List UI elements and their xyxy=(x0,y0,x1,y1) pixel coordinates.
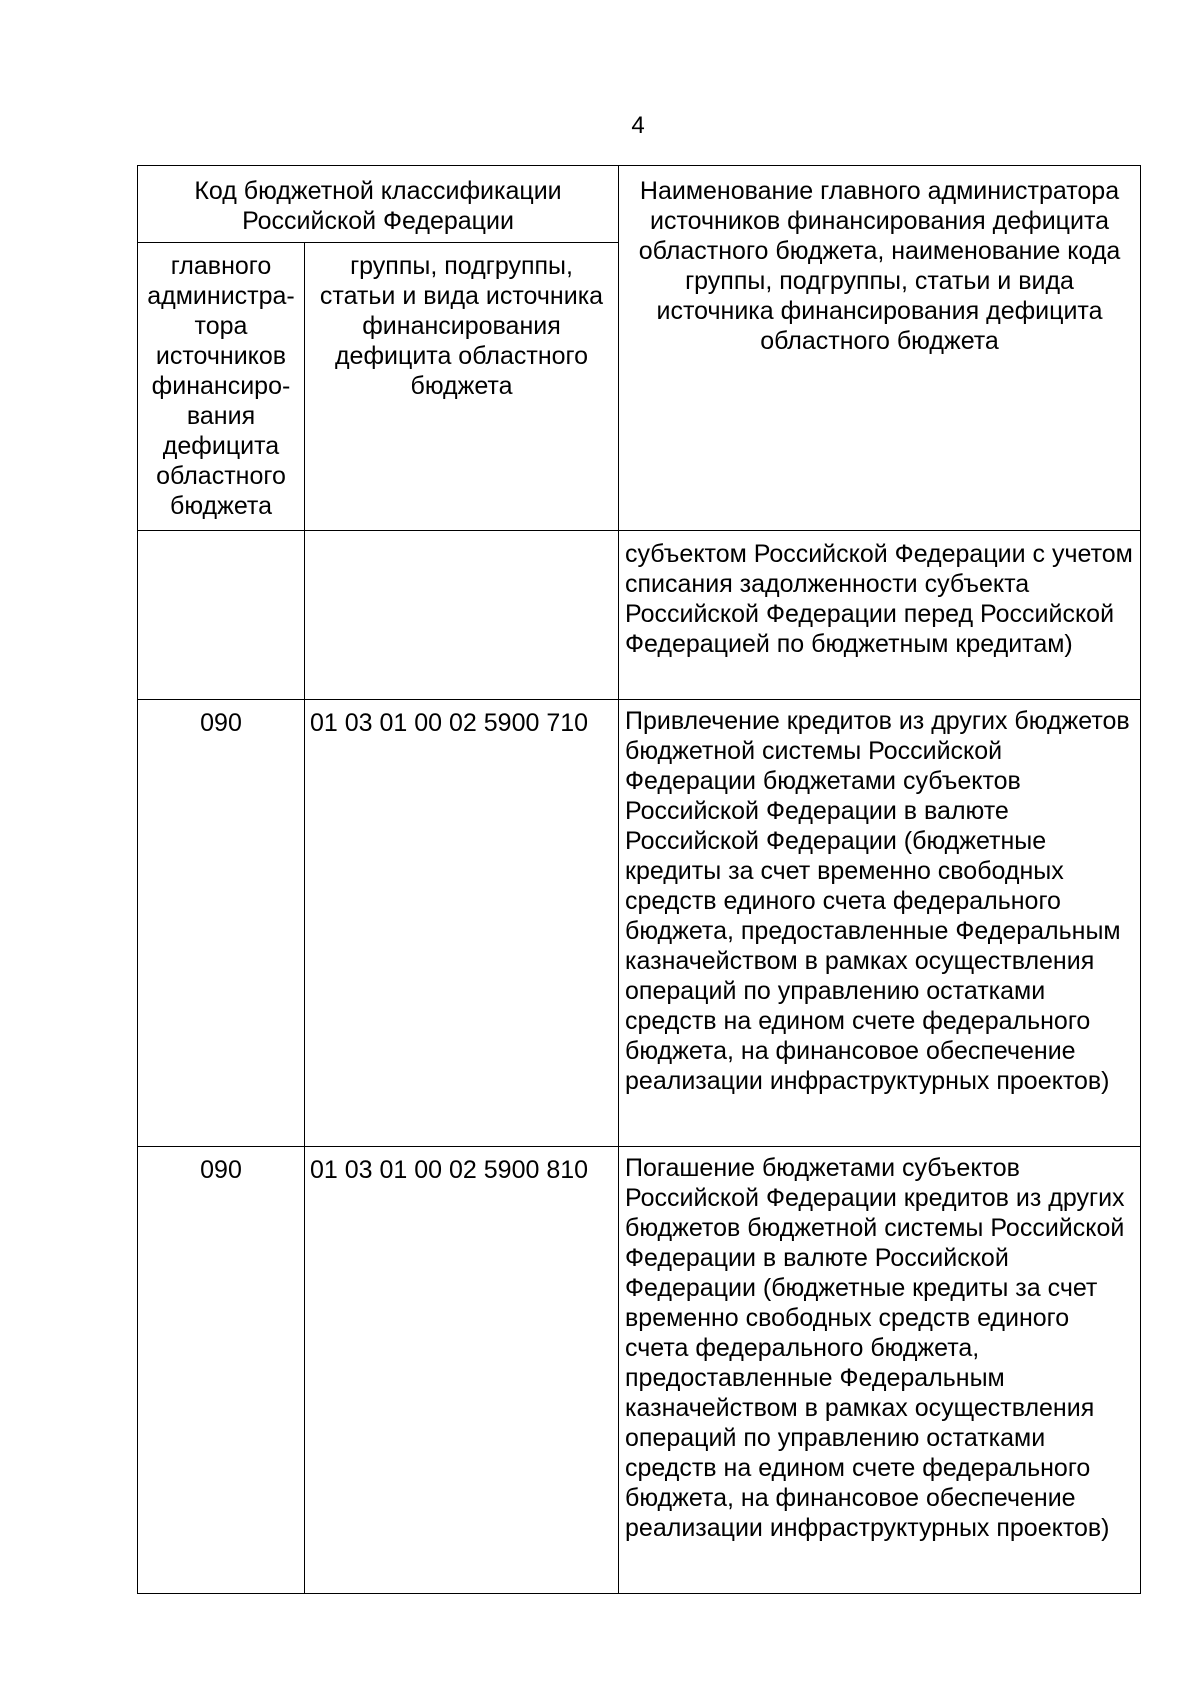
header-group-line: финансирования xyxy=(362,312,561,340)
continuation-description: субъектом Российской Федерации с учетом списания задолженности субъекта Российской Федерации перед Российской Федерацией по бюджетным кредитам) xyxy=(619,531,1141,700)
header-group-line: бюджета xyxy=(410,372,513,400)
header-name-title: Наименование главного администратора источников финансирования дефицита областного бюджета, наименование кода группы, подгруппы, статьи и вида источника финансирования дефицита областного бюджета xyxy=(619,166,1141,531)
header-admin-line: дефицита xyxy=(162,432,280,460)
header-admin-line: бюджета xyxy=(170,492,272,520)
table-row xyxy=(138,700,1141,1147)
header-admin-line: областного xyxy=(156,462,286,490)
header-admin-line: главного xyxy=(170,252,272,280)
description-cell: Погашение бюджетами субъектов Российской Федерации кредитов из других бюджетов бюджетной системы Российской Федерации в валюте Российской Федерации (бюджетные кредиты за счет временно свободных средств единого счета федерального бюджета, предоставленные Федеральным казначейством в рамках осуществления операций по управлению остатками средств на едином счете федерального бюджета, на финансовое обеспечение реализации инфраструктурных проектов) xyxy=(619,1147,1141,1594)
continuation-admin-cell xyxy=(138,531,305,700)
header-kbk-title: Код бюджетной классификации Российской Федерации xyxy=(138,166,619,243)
header-admin-subtitle xyxy=(138,243,305,531)
description-cell: Привлечение кредитов из других бюджетов бюджетной системы Российской Федерации бюджетами субъектов Российской Федерации в валюте Российской Федерации (бюджетные кредиты за счет временно свободных средств единого счета федерального бюджета, предоставленные Федеральным казначейством в рамках осуществления операций по управлению остатками средств на едином счете федерального бюджета, на финансовое обеспечение реализации инфраструктурных проектов) xyxy=(619,700,1141,1147)
budget-sources-table xyxy=(137,165,1141,1594)
header-admin-line: источников xyxy=(155,342,287,370)
header-group-line: дефицита областного xyxy=(334,342,589,370)
header-admin-line: администра- xyxy=(147,282,295,310)
page-number: 4 xyxy=(631,112,645,139)
table-row xyxy=(138,1147,1141,1594)
admin-code-cell: 090 xyxy=(138,700,305,1147)
header-group-subtitle xyxy=(305,243,619,531)
continuation-kbk-cell xyxy=(305,531,619,700)
header-admin-line: вания xyxy=(186,402,256,430)
admin-code-cell: 090 xyxy=(138,1147,305,1594)
table-row-continuation xyxy=(138,531,1141,700)
header-admin-line: финансиро- xyxy=(151,372,291,400)
kbk-code-cell: 01 03 01 00 02 5900 710 xyxy=(305,700,619,1147)
header-group-line: группы, подгруппы, xyxy=(350,252,573,280)
header-admin-line: тора xyxy=(194,312,248,340)
header-group-line: статьи и вида источника xyxy=(319,282,604,310)
kbk-code-cell: 01 03 01 00 02 5900 810 xyxy=(305,1147,619,1594)
